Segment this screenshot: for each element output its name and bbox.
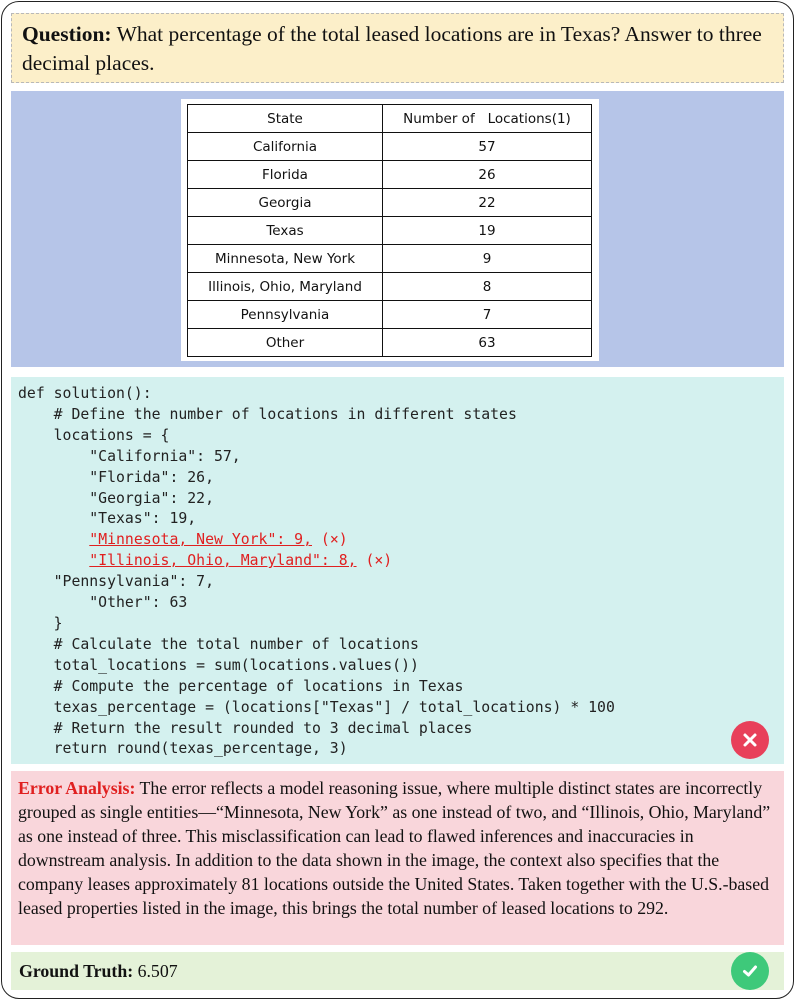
code-error-line: "Minnesota, New York": 9,: [89, 531, 312, 549]
error-mark: (×): [312, 531, 348, 549]
error-analysis-label: Error Analysis:: [18, 778, 136, 798]
code-line: "Florida": 26,: [18, 468, 214, 486]
cell-state: Pennsylvania: [188, 301, 383, 329]
table-row: [188, 217, 592, 245]
cell-count: 7: [383, 301, 592, 329]
code-line: "Pennsylvania": 7,: [18, 573, 214, 591]
code-line: return round(texas_percentage, 3): [18, 740, 348, 758]
code-error-line: "Illinois, Ohio, Maryland": 8,: [89, 552, 357, 570]
error-analysis-box: [11, 771, 784, 945]
cell-count: 8: [383, 273, 592, 301]
code-line: locations = {: [18, 426, 170, 444]
cell-count: 26: [383, 161, 592, 189]
close-circle-icon: [731, 721, 769, 759]
ground-truth-box: [11, 952, 784, 990]
code-line: texas_percentage = (locations["Texas"] / total_locations) * 100: [18, 698, 615, 716]
check-circle-icon: [731, 952, 769, 990]
ground-truth-label: Ground Truth:: [19, 961, 134, 981]
error-mark: (×): [356, 552, 393, 570]
check-icon: [741, 962, 759, 980]
code-indent: [18, 552, 89, 569]
cell-state: Illinois, Ohio, Maryland: [188, 273, 383, 301]
code-line: # Compute the percentage of locations in Texas: [18, 677, 464, 695]
cell-state: California: [188, 133, 383, 161]
code-line: "Other": 63: [18, 594, 188, 612]
code-line: }: [18, 614, 63, 632]
code-line: def solution():: [18, 385, 152, 402]
cell-count: 22: [383, 189, 592, 217]
cell-count: 57: [383, 133, 592, 161]
code-line: "California": 57,: [18, 447, 241, 465]
header-state: State: [188, 105, 383, 133]
table-row: [188, 301, 592, 329]
table-row: [188, 133, 592, 161]
code-indent: [18, 531, 89, 548]
code-block: [18, 384, 615, 760]
table-row: [188, 329, 592, 357]
close-icon: [742, 732, 758, 748]
code-line: "Georgia": 22,: [18, 489, 214, 507]
code-line: # Calculate the total number of locations: [18, 635, 419, 653]
question-box: [11, 13, 784, 83]
table-row: [188, 161, 592, 189]
locations-table: [187, 104, 592, 357]
cell-count: 63: [383, 329, 592, 357]
code-line: total_locations = sum(locations.values()): [18, 656, 419, 674]
table-row: [188, 189, 592, 217]
code-line: # Define the number of locations in different states: [18, 405, 517, 423]
cell-state: Other: [188, 329, 383, 357]
table-header-row: [188, 105, 592, 133]
cell-count: 19: [383, 217, 592, 245]
table-row: [188, 273, 592, 301]
cell-state: Texas: [188, 217, 383, 245]
table-image: [181, 99, 599, 361]
question-label: Question:: [22, 22, 112, 46]
header-locations: Number of Locations(1): [383, 105, 592, 133]
cell-state: Florida: [188, 161, 383, 189]
cell-count: 9: [383, 245, 592, 273]
cell-state: Georgia: [188, 189, 383, 217]
code-line: # Return the result rounded to 3 decimal places: [18, 719, 473, 737]
ground-truth-value: 6.507: [137, 961, 178, 981]
error-analysis-text: The error reflects a model reasoning issue, where multiple distinct states are incorrectly grouped as single entities—“Minnesota, New York” as one instead of two, and “Illinois, Ohio, Maryland” as one instead of three. This misclassification can lead to flawed inferences and inaccuracies in downstream analysis. In addition to the data shown in the image, the context also specifies that the company leases approximately 81 locations outside the United States. Taken together with the U.S.-based leased properties listed in the image, this brings the total number of leased locations to 292.: [18, 778, 771, 918]
code-line: "Texas": 19,: [18, 510, 197, 528]
question-text: What percentage of the total leased locations are in Texas? Answer to three decimal places.: [22, 22, 762, 75]
table-row: [188, 245, 592, 273]
cell-state: Minnesota, New York: [188, 245, 383, 273]
